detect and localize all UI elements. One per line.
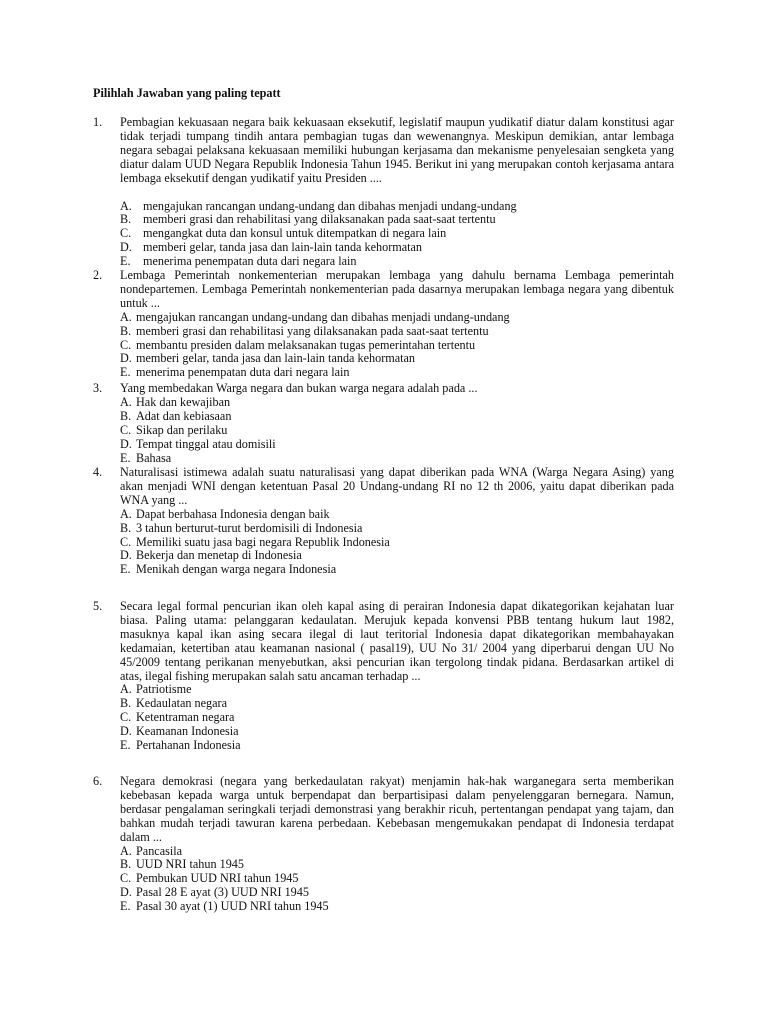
option-list xyxy=(120,311,674,381)
option-e: E. Bahasa xyxy=(120,450,172,465)
question-6 xyxy=(93,775,674,914)
option-b: B. 3 tahun berturut-turut berdomisili di Indonesia xyxy=(120,520,363,535)
option-a: A. Hak dan kewajiban xyxy=(120,394,231,409)
option-c: C. Memiliki suatu jasa bagi negara Republik Indonesia xyxy=(120,534,390,549)
option-b: B. UUD NRI tahun 1945 xyxy=(120,857,244,872)
option-b: B. memberi grasi dan rehabilitasi yang dilaksanakan pada saat-saat tertentu xyxy=(120,323,489,338)
option-d: D. Bekerja dan menetap di Indonesia xyxy=(120,548,302,563)
option-e: E. menerima penempatan duta dari negara lain xyxy=(120,365,350,380)
question-number: 2. xyxy=(93,268,103,282)
option-d: D. memberi gelar, tanda jasa dan lain-lain tanda kehormatan xyxy=(120,351,416,366)
question-text: Secara legal formal pencurian ikan oleh kapal asing di perairan Indonesia dapat dikategorikan kejahatan luar biasa. Paling utama: pelanggaran kedaulatan. Merujuk kepada konvensi PBB tentang hukum laut 1982, masuknya kapal ikan asing secara ilegal di laut teritorial Indonesia dapat dikategorikan membahayakan kedamaian, ketertiban atau keamanan nasional ( pasal19), UU No 31/ 2004 yang diperbarui dengan UU No 45/2009 tentang perikanan menyebutkan, aksi pencurian ikan tergolong tindak pidana. Berdasarkan artikel di atas, ilegal fishing merupakan salah satu ancaman terhadap ... xyxy=(120,599,674,683)
question-number: 4. xyxy=(93,465,103,479)
option-list xyxy=(120,508,674,578)
option-d: D. Keamanan Indonesia xyxy=(120,724,239,739)
option-d: D. Pasal 28 E ayat (3) UUD NRI 1945 xyxy=(120,885,309,900)
question-text: Pembagian kekuasaan negara baik kekuasaan eksekutif, legislatif maupun yudikatif diatur dalam konstitusi agar tidak terjadi tumpang tindih antara pembagian tugas dan wewenangnya. Meskipun demikian, antar lembaga negara sebagai pelaksana kekuasaan memiliki hubungan kerjasama dan mekanisme penyelesaian sengketa yang diatur dalam UUD Negara Republik Indonesia Tahun 1945. Berikut ini yang merupakan contoh kerjasama antara lembaga eksekutif dengan yudikatif yaitu Presiden .... xyxy=(120,115,674,185)
option-b: B. Adat dan kebiasaan xyxy=(120,408,232,423)
option-c: C. mengangkat duta dan konsul untuk ditempatkan di negara lain xyxy=(120,226,447,241)
option-c: C. Pembukan UUD NRI tahun 1945 xyxy=(120,871,299,886)
option-list xyxy=(120,845,674,915)
option-e: E. menerima penempatan duta dari negara lain xyxy=(120,254,357,269)
question-3 xyxy=(93,382,674,465)
option-e: E. Pasal 30 ayat (1) UUD NRI tahun 1945 xyxy=(120,899,329,914)
option-a: A. mengajukan rancangan undang-undang dan dibahas menjadi undang-undang xyxy=(120,309,510,324)
question-2 xyxy=(93,269,674,380)
question-number: 6. xyxy=(93,774,103,788)
option-c: C. Ketentraman negara xyxy=(120,710,235,725)
option-c: C. membantu presiden dalam melaksanakan tugas pemerintahan tertentu xyxy=(120,337,476,352)
option-b: B. Kedaulatan negara xyxy=(120,696,228,711)
option-list xyxy=(120,396,674,466)
option-list xyxy=(120,200,674,270)
question-number: 5. xyxy=(93,599,103,613)
question-number: 3. xyxy=(93,381,103,395)
option-b: B. memberi grasi dan rehabilitasi yang dilaksanakan pada saat-saat tertentu xyxy=(120,212,496,227)
option-a: A. Patriotisme xyxy=(120,682,192,697)
option-a: A. mengajukan rancangan undang-undang dan dibahas menjadi undang-undang xyxy=(120,198,517,213)
option-d: D. memberi gelar, tanda jasa dan lain-lain tanda kehormatan xyxy=(120,240,423,255)
page-title: Pilihlah Jawaban yang paling tepatt xyxy=(93,86,281,100)
question-text: Lembaga Pemerintah nonkementerian merupakan lembaga yang dahulu bernama Lembaga pemerintah nondepartemen. Lembaga Pemerintah nonkementerian pada dasarnya merupakan lembaga negara yang dibentuk untuk ... xyxy=(120,268,674,310)
option-d: D. Tempat tinggal atau domisili xyxy=(120,436,276,451)
question-text: Naturalisasi istimewa adalah suatu naturalisasi yang dapat diberikan pada WNA (Warga Negara Asing) yang akan menjadi WNI dengan ketentuan Pasal 20 Undang-undang RI no 12 th 2006, yaitu dapat diberikan pada WNA yang ... xyxy=(120,465,674,507)
option-a: A. Pancasila xyxy=(120,843,183,858)
question-1 xyxy=(93,116,674,269)
option-c: C. Sikap dan perilaku xyxy=(120,422,228,437)
question-5 xyxy=(93,600,674,753)
option-a: A. Dapat berbahasa Indonesia dengan baik xyxy=(120,506,330,521)
option-e: E. Pertahanan Indonesia xyxy=(120,738,241,753)
option-list xyxy=(120,683,674,753)
question-4 xyxy=(93,466,674,577)
question-text: Yang membedakan Warga negara dan bukan warga negara adalah pada ... xyxy=(120,381,478,395)
option-e: E. Menikah dengan warga negara Indonesia xyxy=(120,562,337,577)
question-text: Negara demokrasi (negara yang berkedaulatan rakyat) menjamin hak-hak warganegara serta memberikan kebebasan kepada warga untuk berpendapat dan berpartisipasi dalam penyelenggaran bernegara. Namun, berdasar pengalaman seringkali terjadi demonstrasi yang berakhir ricuh, pertentangan pendapat yang tajam, dan bahkan mudah terjadi tawuran karena perbedaan. Kebebasan mengemukakan pendapat di Indonesia terdapat dalam ... xyxy=(120,774,674,844)
question-number: 1. xyxy=(93,115,103,129)
